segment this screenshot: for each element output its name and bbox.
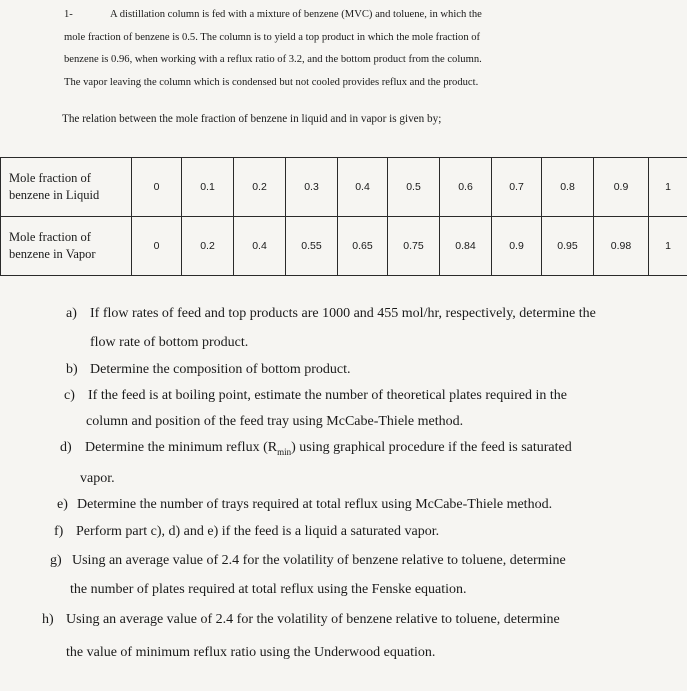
liquid-cell: 0.1 <box>182 158 234 217</box>
question-b: b) Determine the composition of bottom product. <box>66 362 351 377</box>
equilibrium-table <box>0 157 687 276</box>
intro-line-4: The vapor leaving the column which is condensed but not cooled provides reflux and the product. <box>64 76 479 88</box>
question-e: e) Determine the number of trays required at total reflux using McCabe-Thiele method. <box>57 497 553 512</box>
liquid-cell: 0 <box>132 158 182 217</box>
question-d: d) Determine the minimum reflux $(R_{min})$ using graphical procedure if the feed is saturated <box>60 440 572 457</box>
liquid-cell: 0.4 <box>338 158 388 217</box>
liquid-cell: 0.3 <box>286 158 338 217</box>
liquid-cell: 0.7 <box>492 158 542 217</box>
liquid-cell: 0.9 <box>594 158 649 217</box>
question-g-cont: the number of plates required at total reflux using the Fenske equation. <box>70 582 467 597</box>
liquid-cell: 0.2 <box>234 158 286 217</box>
liquid-cell: 0.8 <box>542 158 594 217</box>
question-c-cont: column and position of the feed tray using McCabe-Thiele method. <box>86 414 464 429</box>
question-h: h) Using an average value of 2.4 for the volatility of benzene relative to toluene, determine <box>42 612 560 627</box>
question-a: a) If flow rates of feed and top products are 1000 and 455 mol/hr, respectively, determine the <box>66 306 596 321</box>
vapor-cell: 0.65 <box>338 217 388 276</box>
liquid-cell: 0.5 <box>388 158 440 217</box>
vapor-cell: 0.55 <box>286 217 338 276</box>
vapor-row <box>1 217 687 276</box>
question-f: f) Perform part c), d) and e) if the feed is a liquid a saturated vapor. <box>54 524 440 539</box>
vapor-cell: 0.84 <box>440 217 492 276</box>
liquid-cell: 1 <box>649 158 687 217</box>
vapor-cell: 0.9 <box>492 217 542 276</box>
liquid-row <box>1 158 687 217</box>
vapor-cell: 0.2 <box>182 217 234 276</box>
problem-intro <box>64 4 676 94</box>
vapor-cell: 0.75 <box>388 217 440 276</box>
vapor-cell: 0.4 <box>234 217 286 276</box>
vapor-cell: 0 <box>132 217 182 276</box>
vapor-cell: 1 <box>649 217 687 276</box>
intro-line-2: mole fraction of benzene is 0.5. The column is to yield a top product in which the mole fraction of <box>64 31 481 43</box>
question-c: c) If the feed is at boiling point, estimate the number of theoretical plates required in the <box>64 388 567 403</box>
question-a-cont: flow rate of bottom product. <box>90 335 249 350</box>
question-d-cont: vapor. <box>80 471 115 486</box>
intro-line-1: 1- A distillation column is fed with a mixture of benzene (MVC) and toluene, in which the <box>64 4 676 27</box>
intro-line-3: benzene is 0.96, when working with a reflux ratio of 3.2, and the bottom product from the column. <box>64 54 482 65</box>
question-g: g) Using an average value of 2.4 for the volatility of benzene relative to toluene, determine <box>50 553 566 568</box>
liquid-cell: 0.6 <box>440 158 492 217</box>
relation-text: The relation between the mole fraction of benzene in liquid and in vapor is given by; <box>62 113 442 125</box>
liquid-row-label: Mole fraction of benzene in Liquid <box>1 158 132 217</box>
vapor-row-label: Mole fraction of benzene in Vapor <box>1 217 132 276</box>
vapor-cell: 0.98 <box>594 217 649 276</box>
question-h-cont: the value of minimum reflux ratio using the Underwood equation. <box>66 645 436 660</box>
vapor-cell: 0.95 <box>542 217 594 276</box>
problem-number: 1- <box>64 9 73 20</box>
